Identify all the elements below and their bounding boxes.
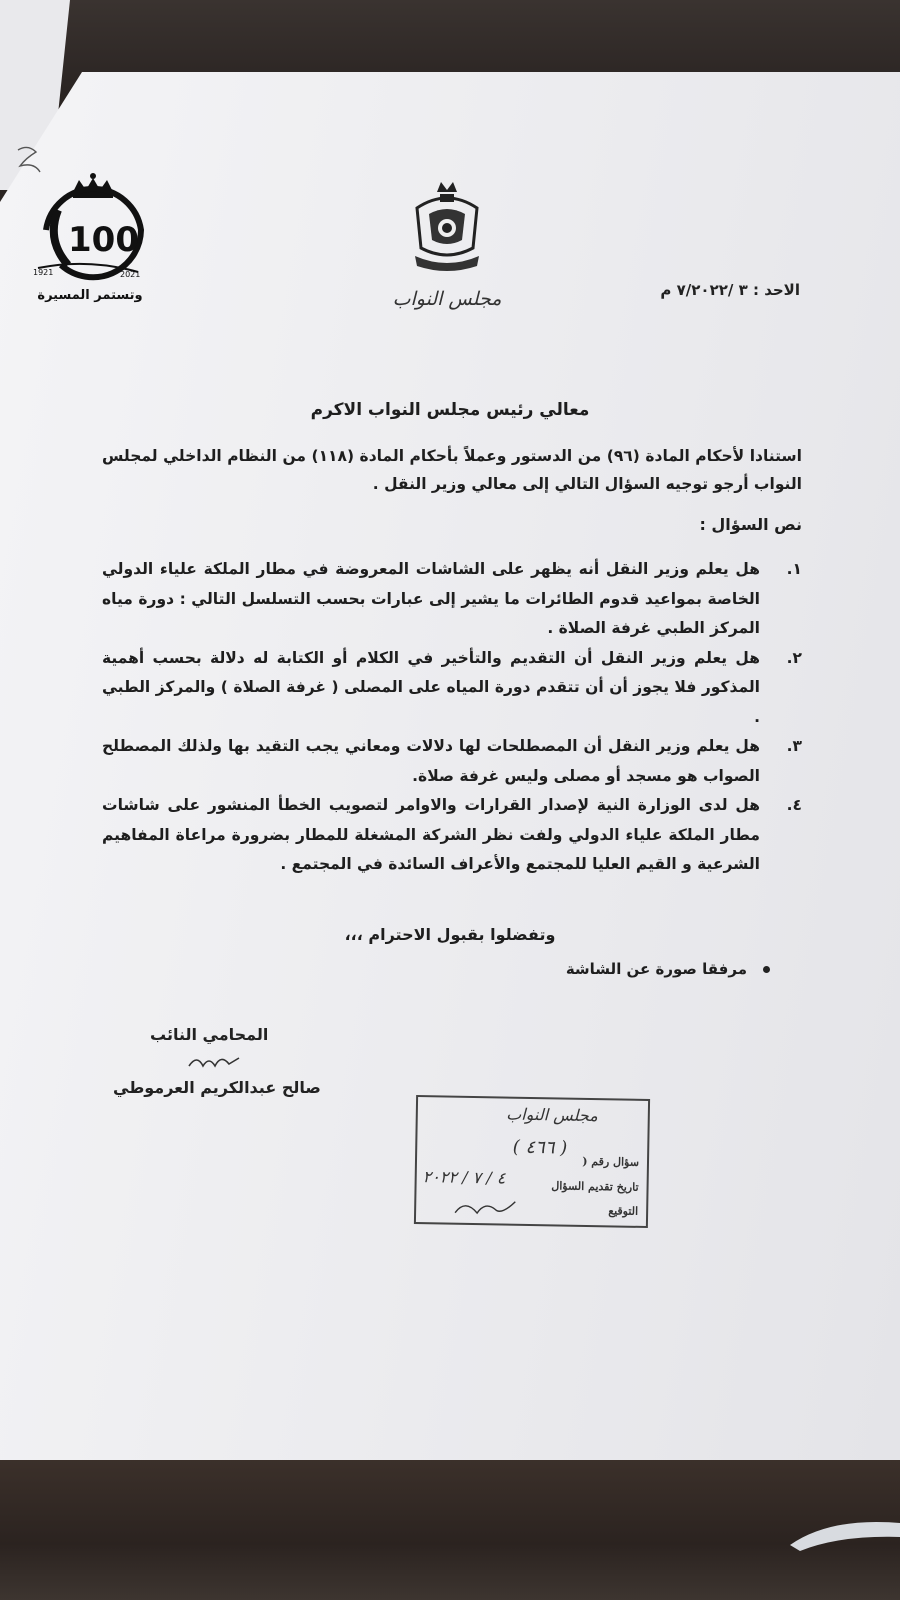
centennial-slogan: وتستمر المسيرة <box>37 288 143 303</box>
stamp-date-value: ٤ / ٧ / ٢٠٢٢ <box>422 1167 506 1188</box>
question-item <box>102 791 802 880</box>
attachment-note <box>566 960 770 978</box>
intro-paragraph: استنادا لأحكام المادة (٩٦) من الدستور وعملاً بأحكام المادة (١١٨) من النظام الداخلي لمجلس النواب أرجو توجيه السؤال التالي إلى معالي وزير النقل . <box>102 447 802 493</box>
closing-line: وتفضلوا بقبول الاحترام ،،، <box>344 925 556 944</box>
desk-surface-bottom <box>0 1460 900 1600</box>
question-item <box>102 555 802 644</box>
centennial-logo <box>28 170 158 320</box>
question-number: ١. <box>786 560 802 578</box>
question-item <box>102 732 802 791</box>
coat-of-arms-icon <box>407 178 487 278</box>
signatory-title: المحامي النائب <box>150 1025 269 1044</box>
attachment-text: مرفقا صورة عن الشاشة <box>565 960 747 978</box>
question-text: هل يعلم وزير النقل أنه يظهر على الشاشات المعروضة في مطار الملكة علياء الدولي الخاصة بمواعيد قدوم الطائرات ما يشير إلى عبارات بحسب التسلسل التالي : دورة مياه المركز الطبي غرفة الصلاة . <box>102 560 760 637</box>
letter-date: الاحد : ٣ /٧/٢٠٢٢ م <box>660 281 800 299</box>
signatory-name: صالح عبدالكريم العرموطي <box>113 1078 321 1097</box>
metal-object-edge <box>780 1515 900 1555</box>
stamp-date-label: تاريخ تقديم السؤال <box>551 1179 639 1194</box>
stamp-signature-label: التوقيع <box>608 1204 639 1218</box>
centennial-year-start: 1921 <box>33 268 54 277</box>
centennial-year-end: 2021 <box>120 270 141 279</box>
question-heading: نص السؤال : <box>699 515 802 534</box>
question-text: هل لدى الوزارة النية لإصدار القرارات والاوامر لتصويب الخطأ المنشور على شاشات مطار الملكة علياء الدولي ولفت نظر الشركة المشغلة للمطار بضرورة مراعاة المفاهيم الشرعية و القيم العليا للمجتمع والأعراف السائدة في المجتمع . <box>102 796 760 873</box>
question-number: ٢. <box>786 648 802 667</box>
centennial-number: 100 <box>68 220 139 260</box>
registry-stamp <box>414 1095 650 1228</box>
question-text: هل يعلم وزير النقل أن التقديم والتأخير في الكلام أو الكتابة له دلالة بحسب أهمية المذكور فلا يجوز أن أن تتقدم دورة المياه على المصلى ( غرفة الصلاة ) والمركز الطبي . <box>102 648 760 726</box>
handwritten-signature <box>185 1050 245 1075</box>
stamp-title: مجلس النواب <box>506 1104 598 1126</box>
question-item <box>102 644 802 733</box>
question-number: ٣. <box>786 737 802 755</box>
question-list <box>102 555 802 880</box>
stamp-signature-scribble <box>451 1193 522 1224</box>
stamp-question-no-value: ( ٤٦٦ ) <box>512 1136 568 1159</box>
addressee: معالي رئيس مجلس النواب الاكرم <box>310 400 590 420</box>
question-number: ٤. <box>786 796 802 814</box>
question-text: هل يعلم وزير النقل أن المصطلحات لها دلالات ومعاني يجب التقيد بها ولذلك المصطلح الصواب هو مسجد أو مصلى وليس غرفة صلاة. <box>102 737 760 785</box>
council-name: مجلس النواب <box>392 288 502 310</box>
bullet-icon <box>763 966 770 973</box>
stamp-question-no-label: سؤال رقم ( <box>582 1154 640 1169</box>
